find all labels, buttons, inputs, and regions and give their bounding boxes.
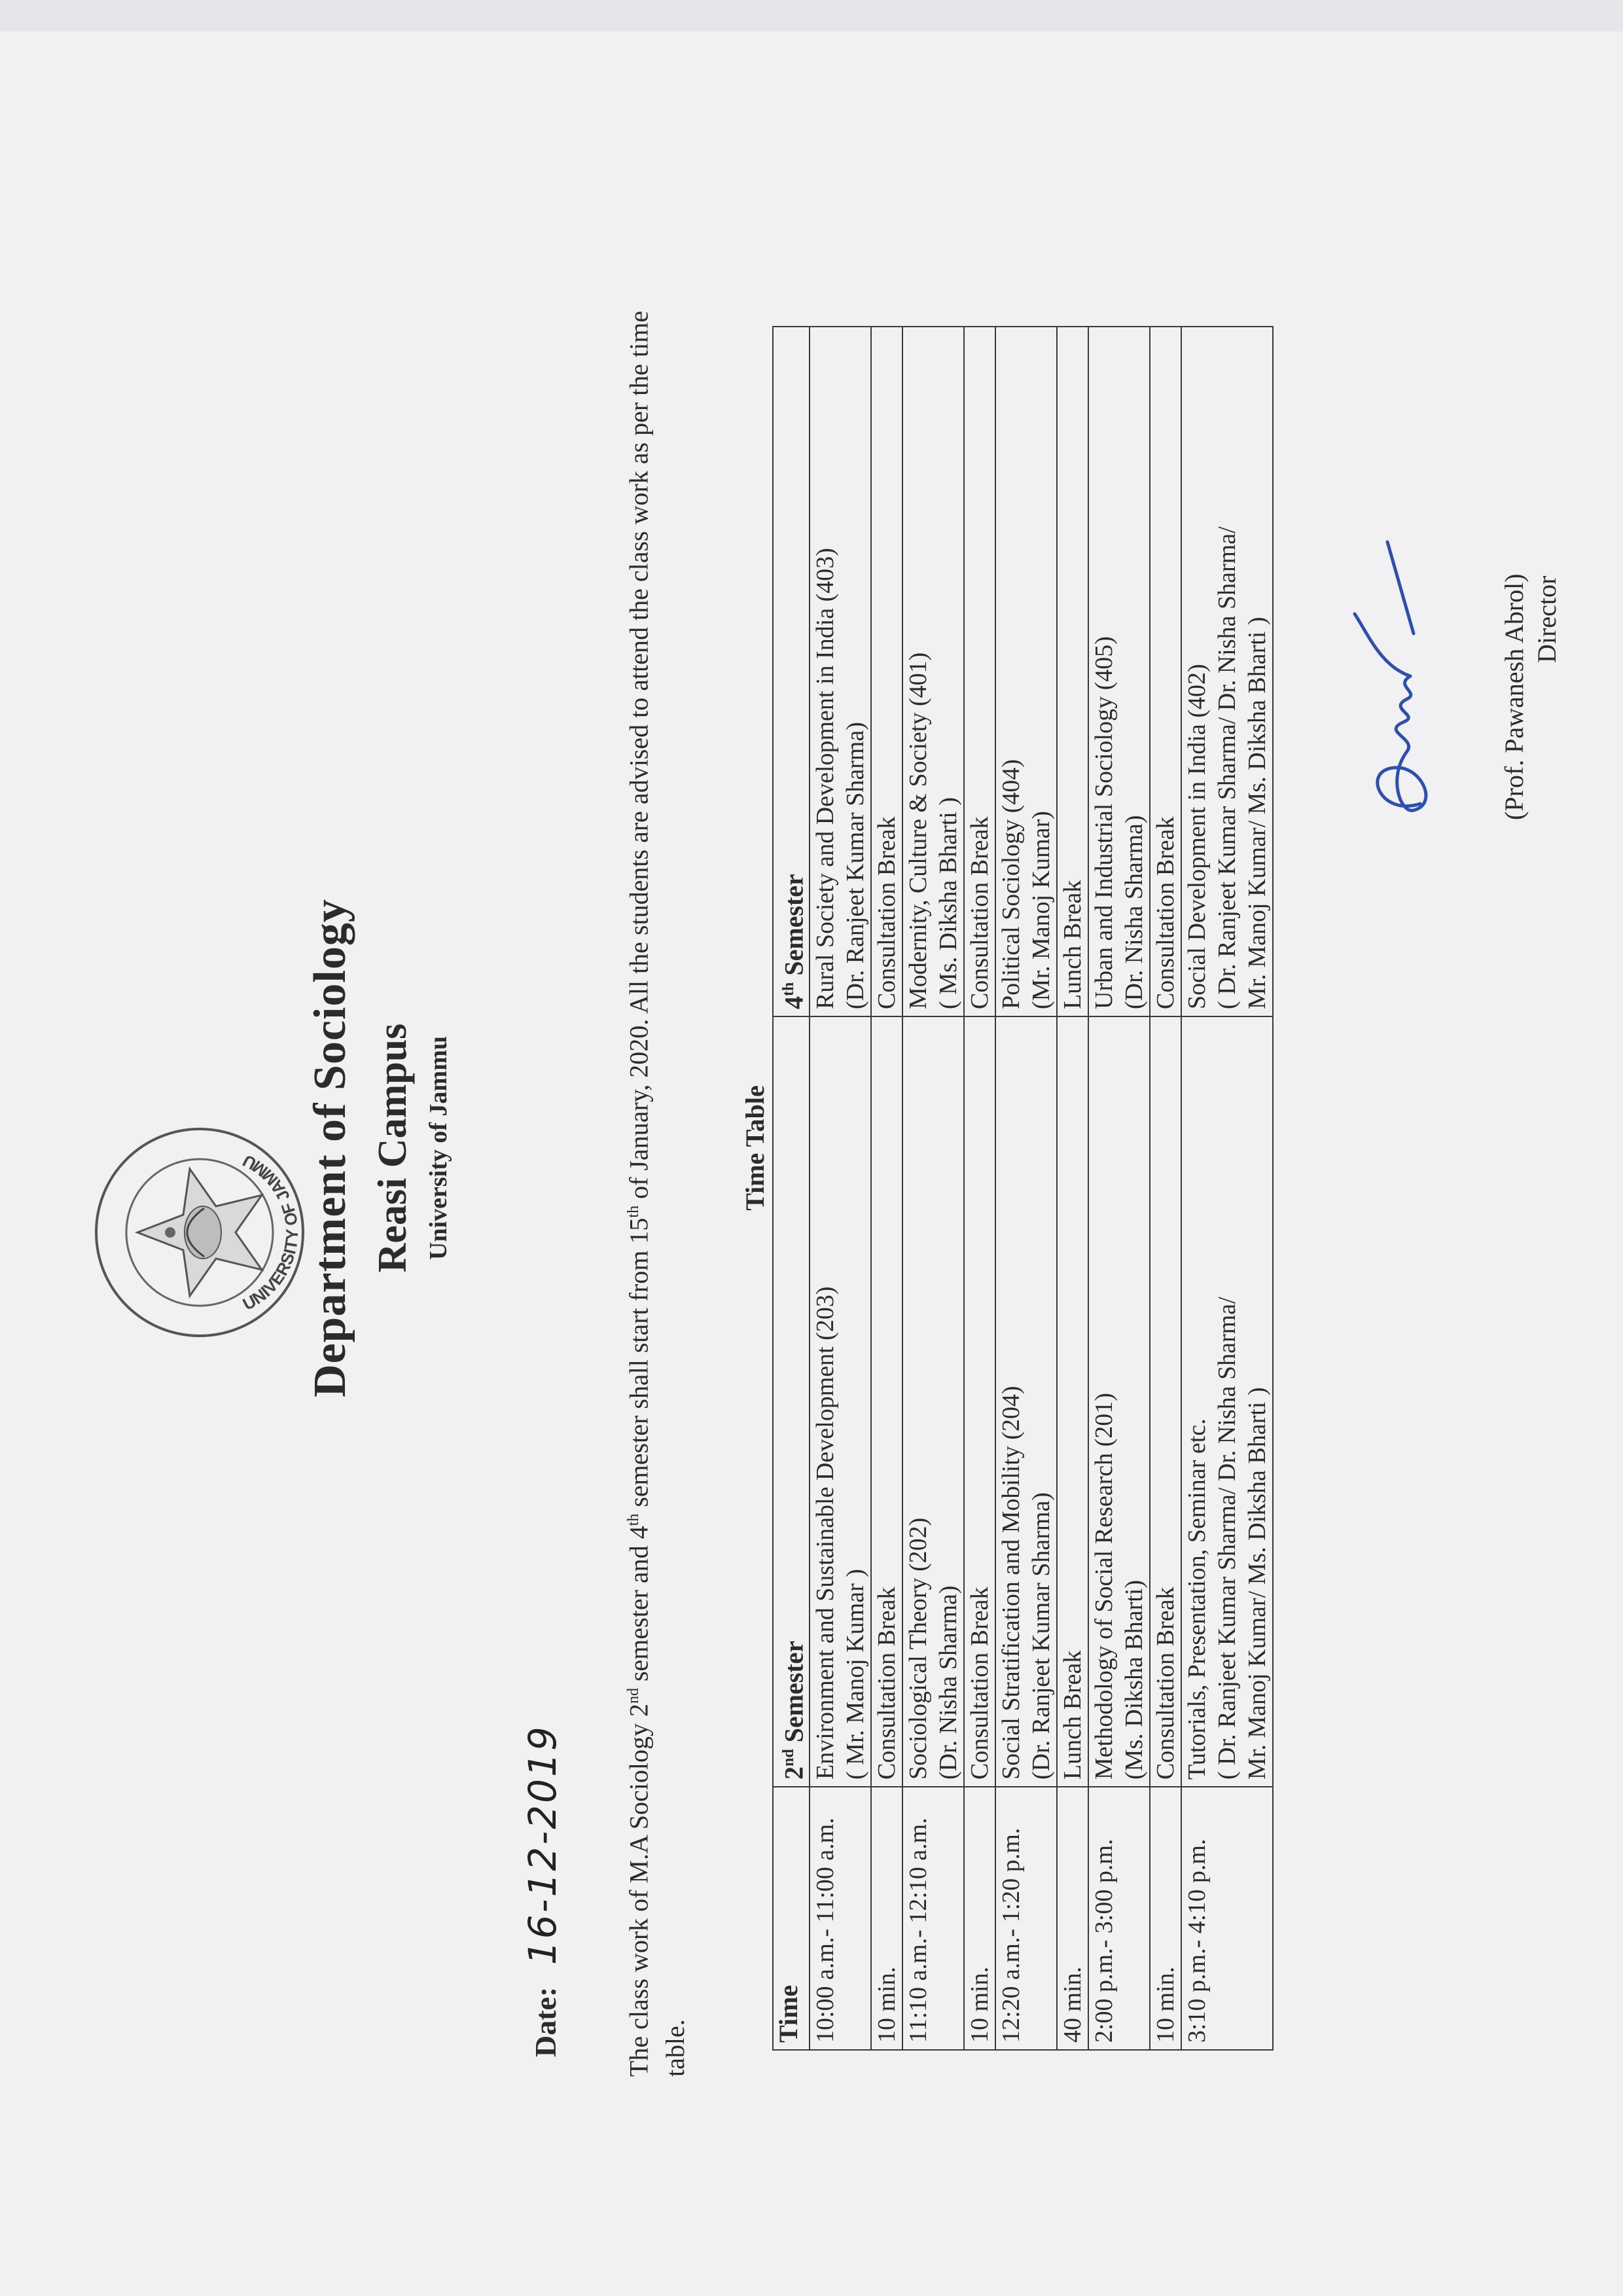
sem4-cell: Consultation Break [871,327,902,1016]
sem4-cell: Rural Society and Development in India (403) (Dr. Ranjeet Kumar Sharma) [810,327,871,1016]
sem4-cell: Modernity, Culture & Society (401) ( Ms. Diksha Bharti ) [902,327,964,1016]
sem4-cell: Consultation Break [964,327,995,1016]
campus-title: Reasi Campus [370,1023,415,1273]
notice-sup: th [625,1205,642,1218]
table-row [902,327,964,2050]
date-label: Date: [529,1986,562,2057]
sem2-cell: Methodology of Social Research (201) (Ms. Diksha Bharti) [1088,1016,1150,1787]
signatory-name: (Prof. Pawanesh Abrol) [1499,573,1529,820]
svg-text:UNIVERSITY OF JAMMU [240,1151,302,1314]
notice-part: The class work of M.A Sociology 2 [624,1704,654,2077]
header-4th-semester [773,327,810,1016]
table-row [810,327,871,2050]
notice-paragraph [615,310,694,2077]
sem4-cell: Lunch Break [1057,327,1088,1016]
time-cell: 10 min. [871,1787,902,2050]
notice-sup: th [625,1513,642,1526]
university-logo-icon [92,1124,308,1340]
time-cell: 40 min. [1057,1787,1088,2050]
header-2nd-semester [773,1016,810,1787]
sem2-cell: Sociological Theory (202) (Dr. Nisha Sharma) [902,1016,964,1787]
notice-part: semester shall start from 15 [624,1217,654,1514]
notice-part: semester and 4 [624,1526,654,1689]
sem2-cell: Lunch Break [1057,1016,1088,1787]
date-line [520,1725,565,2057]
time-cell: 10:00 a.m.- 11:00 a.m. [810,1787,871,2050]
logo-text: UNIVERSITY OF JAMMU [239,1151,302,1314]
header-sup: th [780,982,797,996]
sem4-cell: Political Sociology (404) (Mr. Manoj Kumar) [995,327,1057,1016]
time-cell: 3:10 p.m.- 4:10 p.m. [1181,1787,1273,2050]
university-name: University of Jammu [425,1036,452,1260]
table-row [1181,327,1273,2050]
header-num: 2 [779,1767,809,1780]
sem4-cell: Urban and Industrial Sociology (405) (Dr. Nisha Sharma) [1088,327,1150,1016]
time-cell: 10 min. [1150,1787,1181,2050]
date-value: 16-12-2019 [520,1725,565,1965]
time-cell: 10 min. [964,1787,995,2050]
signatory-role: Director [1532,575,1561,663]
sem4-cell: Consultation Break [1150,327,1181,1016]
timetable-header-row [773,327,810,2050]
header-num: 4 [779,996,809,1009]
header-rest: Semester [779,1640,809,1749]
time-cell: 2:00 p.m.- 3:00 p.m. [1088,1787,1150,2050]
sem4-cell: Social Development in India (402) ( Dr. Ranjeet Kumar Sharma/ Dr. Nisha Sharma/ Mr. Manoj Kumar/ Ms. Diksha Bharti ) [1181,327,1273,1016]
header-time: Time [773,1787,810,2050]
notice-sup: nd [625,1688,642,1704]
timetable [772,326,1274,2051]
sem2-cell: Tutorials, Presentation, Seminar etc. ( Dr. Ranjeet Kumar Sharma/ Dr. Nisha Sharma/ Mr. Manoj Kumar/ Ms. Diksha Bharti ) [1181,1016,1273,1787]
table-row [964,327,995,2050]
time-cell: 11:10 a.m.- 12:10 a.m. [902,1787,964,2050]
time-cell: 12:20 a.m.- 1:20 p.m. [995,1787,1057,2050]
table-row [995,327,1057,2050]
table-row [1088,327,1150,2050]
table-row [1150,327,1181,2050]
table-row [1057,327,1088,2050]
notice-part: of January, 2020. All the students are advised to attend the class work as per the time table. [624,310,690,2077]
sem2-cell: Environment and Sustainable Development (203) ( Mr. Manoj Kumar ) [810,1016,871,1787]
table-row [871,327,902,2050]
sem2-cell: Consultation Break [871,1016,902,1787]
timetable-title: Time Table [740,1085,770,1211]
signature-icon [1342,529,1453,830]
sem2-cell: Social Stratification and Mobility (204) (Dr. Ranjeet Kumar Sharma) [995,1016,1057,1787]
sem2-cell: Consultation Break [964,1016,995,1787]
department-title: Department of Sociology [305,899,355,1397]
header-sup: nd [780,1749,797,1767]
header-rest: Semester [779,874,809,982]
sem2-cell: Consultation Break [1150,1016,1181,1787]
